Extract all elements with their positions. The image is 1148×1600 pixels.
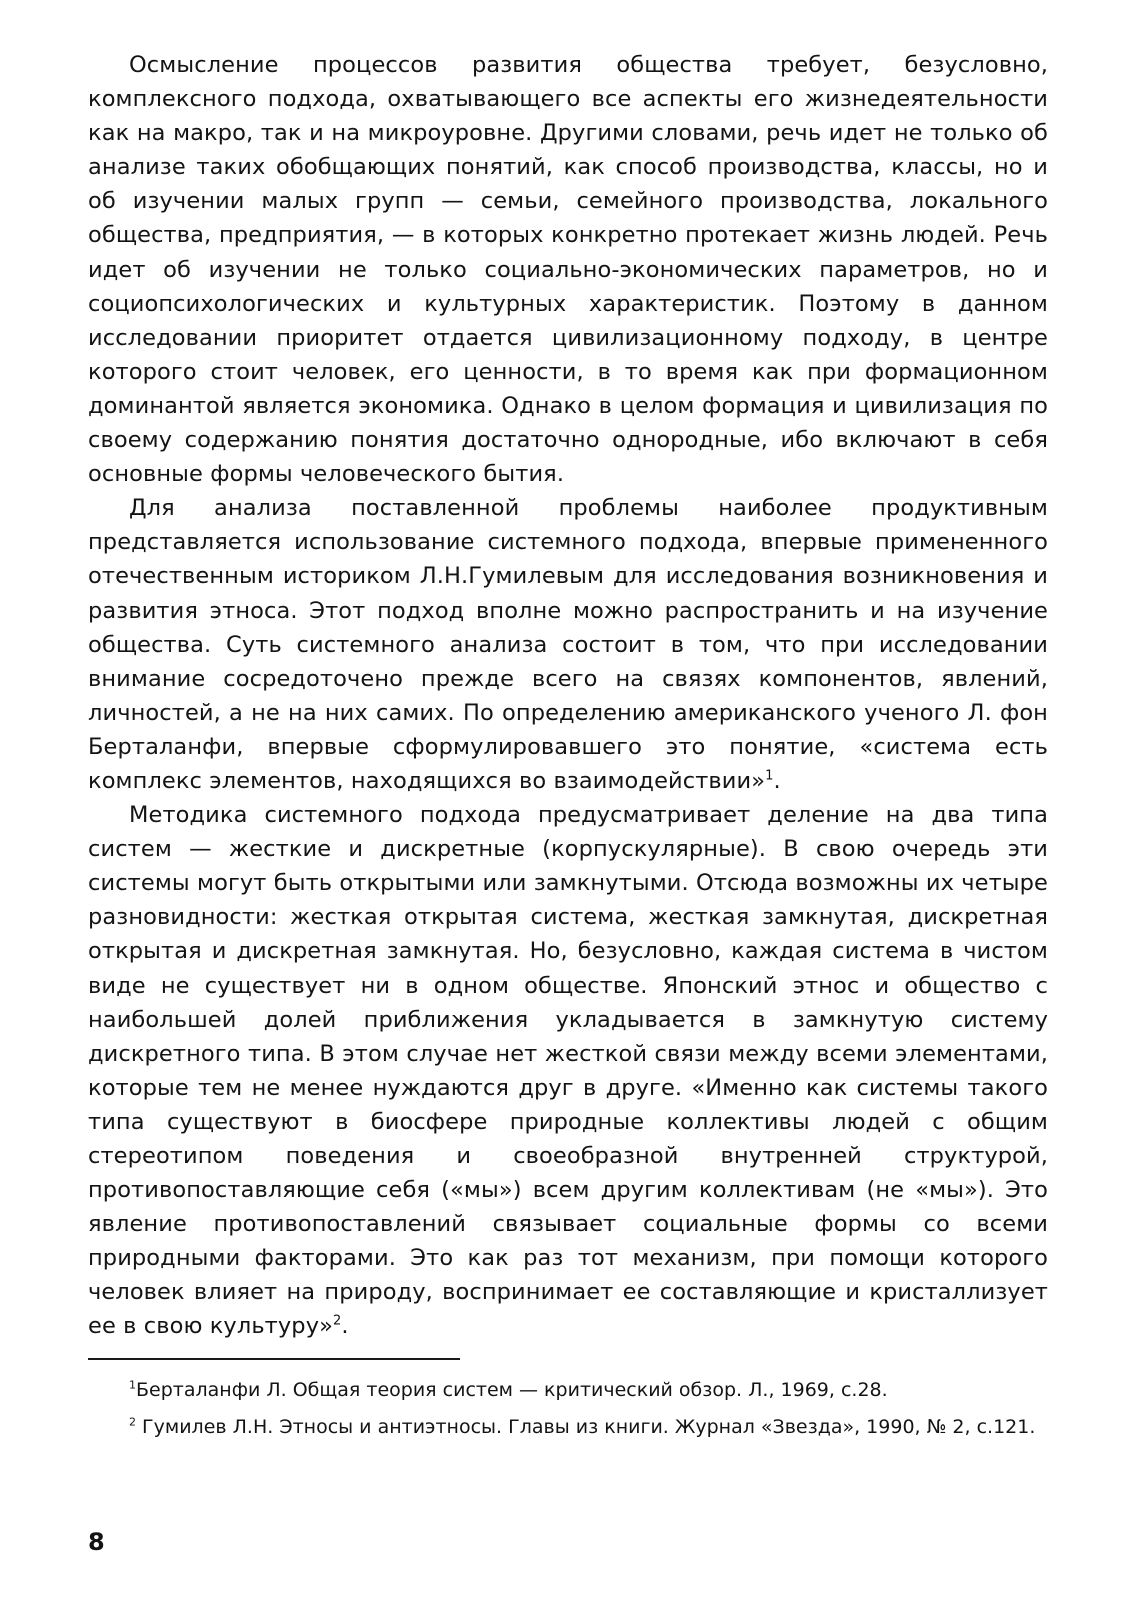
footnote-ref-1: 1 — [765, 768, 774, 784]
page-content — [88, 48, 1048, 1450]
footnote-1-text: Берталанфи Л. Общая теория систем — критический обзор. Л., 1969, с.28. — [136, 1378, 888, 1401]
footnotes — [88, 1376, 1048, 1442]
paragraph-1-text: Осмысление процессов развития общества требует, безусловно, комплексного подхода, охватывающего все аспекты его жизнедеятельности как на макро, так и на микроуровне. Другими словами, речь идет не только об анализе таких обобщающих понятий, как способ производства, классы, но и об изучении малых групп — семьи, семейного производства, локального общества, предприятия, — в которых конкретно протекает жизнь людей. Речь идет об изучении не только социально-экономических параметров, но и социопсихологических и культурных характеристик. Поэтому в данном исследовании приоритет отдается цивилизационному подходу, в центре которого стоит человек, его ценности, в то время как при формационном доминантой является экономика. Однако в целом формация и цивилизация по своему содержанию понятия достаточно однородные, ибо включают в себя основные формы человеческого бытия. — [88, 52, 1048, 488]
page-number: 8 — [88, 1528, 105, 1556]
footnote-divider — [88, 1358, 460, 1360]
paragraph-2-text: Для анализа поставленной проблемы наиболее продуктивным представляется использование системного подхода, впервые примененного отечественным историком Л.Н.Гумилевым для исследования возникновения и развития этноса. Этот подход вполне можно распространить и на изучение общества. Суть системного анализа состоит в том, что при исследовании внимание сосредоточено прежде всего на связях компонентов, явлений, личностей, а не на них самих. По определению американского ученого Л. фон Берталанфи, впервые сформулировавшего это понятие, «система есть комплекс элементов, находящихся во взаимодействии» — [88, 495, 1048, 794]
paragraph-3 — [88, 798, 1048, 1344]
paragraph-1 — [88, 48, 1048, 491]
body-text — [88, 48, 1048, 1344]
footnote-1 — [88, 1376, 1048, 1405]
footnote-2-mark: 2 — [129, 1415, 136, 1429]
paragraph-3-text: Методика системного подхода предусматривает деление на два типа систем — жесткие и дискретные (корпускулярные). В свою очередь эти системы могут быть открытыми или замкнутыми. Отсюда возможны их четыре разновидности: жесткая открытая система, жесткая замкнутая, дискретная открытая и дискретная замкнутая. Но, безусловно, каждая система в чистом виде не существует ни в одном обществе. Японский этнос и общество с наибольшей долей приближения укладывается в замкнутую систему дискретного типа. В этом случае нет жесткой связи между всеми элементами, которые тем не менее нуждаются друг в друге. «Именно как системы такого типа существуют в биосфере природные коллективы людей с общим стереотипом поведения и своеобразной внутренней структурой, противопоставляющие себя («мы») всем другим коллективам (не «мы»). Это явление противопоставлений связывает социальные формы со всеми природными факторами. Это как раз тот механизм, при помощи которого человек влияет на природу, воспринимает ее составляющие и кристаллизует ее в свою культуру» — [88, 802, 1048, 1340]
paragraph-2 — [88, 491, 1048, 798]
paragraph-3-tail: . — [341, 1313, 349, 1340]
footnote-2 — [88, 1413, 1048, 1442]
footnote-2-text: Гумилев Л.Н. Этносы и антиэтносы. Главы из книги. Журнал «Звезда», 1990, № 2, с.121. — [136, 1415, 1036, 1438]
paragraph-2-tail: . — [773, 767, 781, 794]
footnote-ref-2: 2 — [332, 1313, 342, 1329]
footnote-1-mark: 1 — [129, 1378, 136, 1392]
